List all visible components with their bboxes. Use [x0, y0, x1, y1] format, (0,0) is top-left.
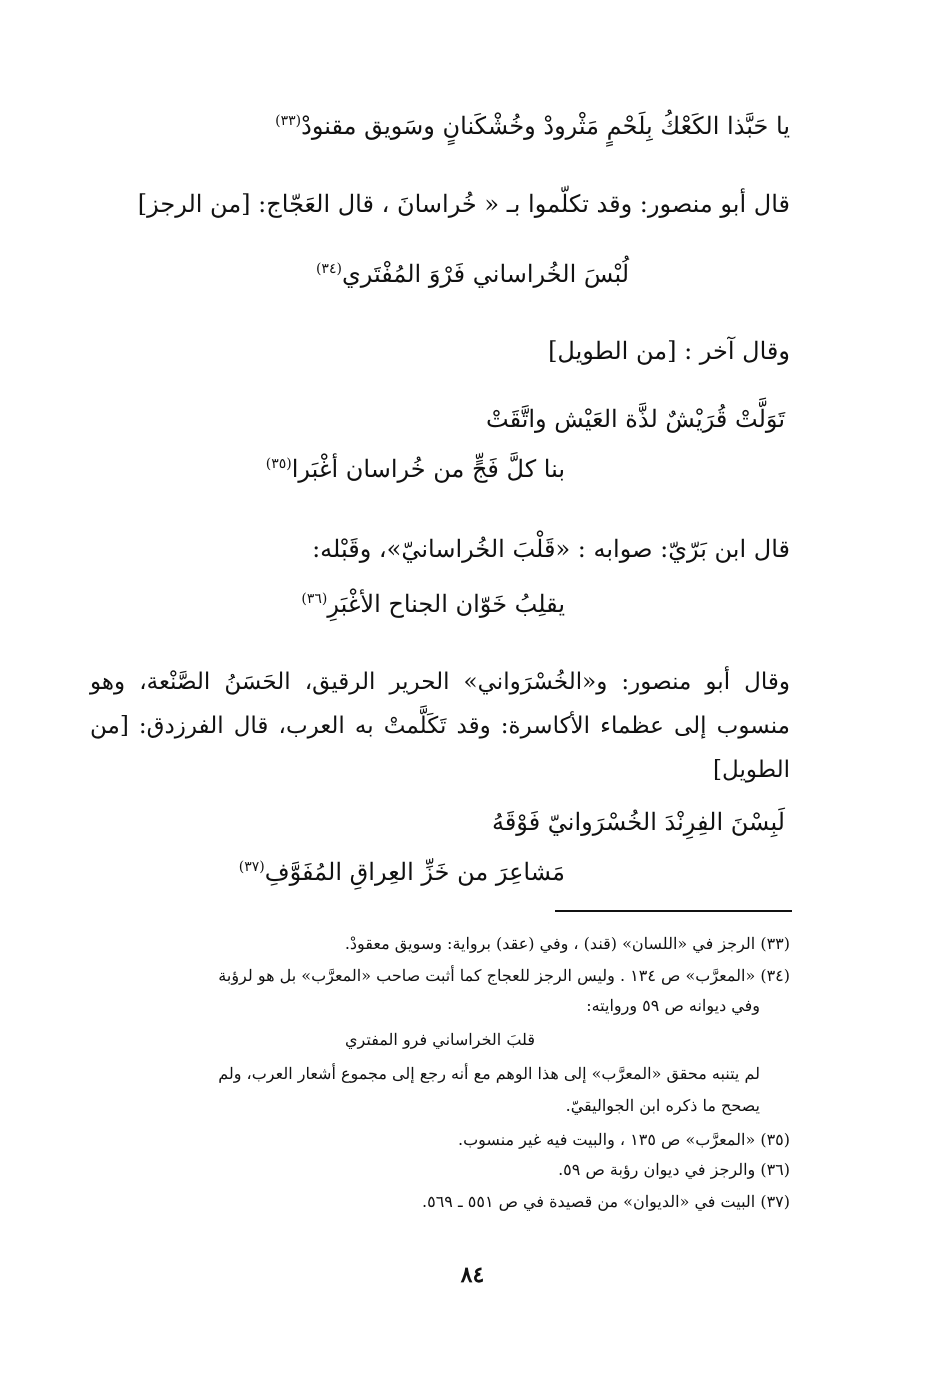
prose-line: قال أبو منصور: وقد تكلّموا بـ « خُراسانَ ، قال العَجّاج: [من الرجز]	[137, 190, 790, 218]
footnote: يصحح ما ذكره ابن الجواليقيّ.	[565, 1096, 760, 1115]
verse-line: تَوَلَّتْ قُرَيْشٌ لذَّة العَيْش واتَّقَتْ	[486, 405, 785, 433]
page-number: ٨٤	[460, 1262, 485, 1288]
verse-line	[239, 858, 565, 887]
prose-paragraph: وقال أبو منصور: و«الخُسْرَواني» الحرير الرقيق، الحَسَنُ الصَّنْعة، وهو منسوب إلى عظماء الأكاسرة: وقد تَكَلَّمتْ به العرب، قال الفرزدق: [من الطويل]	[90, 669, 790, 783]
footnote: (٣٥) «المعرَّب» ص ١٣٥ ، والبيت فيه غير منسوب.	[458, 1130, 790, 1149]
verse-text: يقلِبُ خَوّان الجناح الأغْبَرِ	[327, 590, 565, 618]
footnote: (٣٦) والرجز في ديوان رؤبة ص ٥٩.	[558, 1160, 790, 1179]
verse-line	[0, 260, 945, 289]
verse-line	[275, 112, 790, 141]
footnote: لم يتنبه محقق «المعرَّب» إلى هذا الوهم مع أنه رجع إلى مجموع أشعار العرب، ولم	[218, 1064, 760, 1083]
verse-line	[266, 455, 565, 484]
verse-text: مَشاعِرَ من خَزِّ العِراقِ المُفَوَّفِ	[264, 858, 565, 886]
verse-text: يا حَبَّذا الكَعْكُ بِلَحْمٍ مَثْرودْ وخُشْكَنانٍ وسَويق مقنودْ	[301, 112, 790, 140]
verse-text: لُبْسَ الخُراساني فَرْوَ المُفْتَري	[341, 260, 630, 288]
footnote-ref: (٣٥)	[265, 456, 292, 472]
footnote-ref: (٣٤)	[315, 261, 342, 277]
verse-text: بنا كلَّ فَجٍّ من خُراسان أغْبَرا	[291, 455, 565, 483]
footnote: (٣٧) البيت في «الديوان» من قصيدة في ص ٥٥١ ـ ٥٦٩.	[422, 1192, 790, 1211]
footnote-ref: (٣٧)	[238, 859, 265, 875]
footnote-ref: (٣٣)	[275, 113, 302, 129]
prose-line: قال ابن بَرّيّ: صوابه : «قَلْبَ الخُراسانيّ»، وقَبْله:	[312, 535, 790, 563]
verse-line: لَبِسْنَ الفِرِنْدَ الخُسْرَوانيّ فَوْقَهُ	[491, 808, 785, 836]
footnote-separator	[555, 910, 792, 912]
footnote-verse: قلبَ الخراساني فرو المفتري	[345, 1030, 535, 1049]
verse-line	[301, 590, 565, 619]
footnote: (٣٣) الرجز في «اللسان» (قند) ، وفي (عقد) برواية: وسويق معقودْ.	[344, 934, 790, 953]
footnote: (٣٤) «المعرَّب» ص ١٣٤ . وليس الرجز للعجاج كما أثبت صاحب «المعرَّب» بل هو لرؤبة	[218, 966, 790, 985]
prose-line: وقال آخر : [من الطويل]	[548, 337, 790, 365]
footnote-ref: (٣٦)	[301, 591, 328, 607]
footnote: وفي ديوانه ص ٥٩ وروايته:	[586, 996, 760, 1015]
